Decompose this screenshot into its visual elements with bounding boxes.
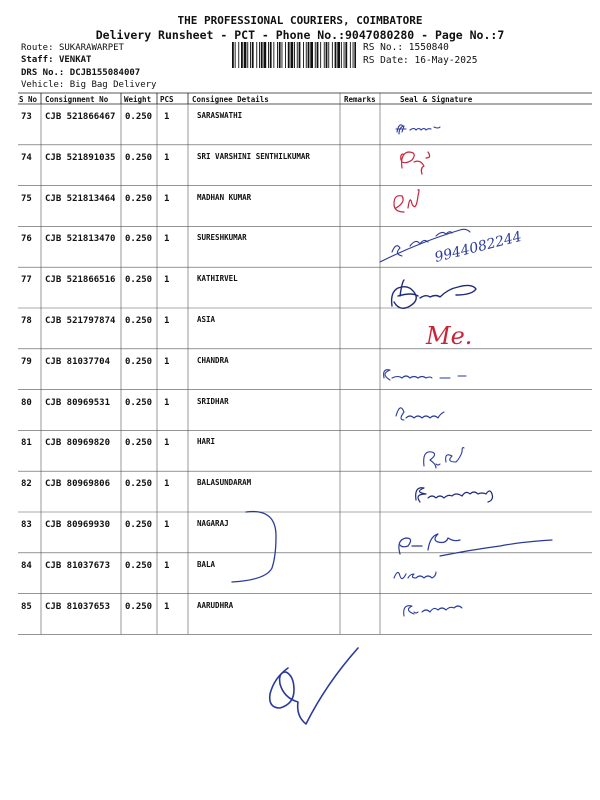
consignee-name: BALA [197, 559, 216, 569]
signature-row-82 [416, 488, 493, 502]
weight: 0.250 [125, 438, 153, 449]
pieces: 1 [164, 152, 170, 163]
staff-label: Staff: [21, 55, 54, 65]
weight: 0.250 [125, 479, 153, 490]
weight: 0.250 [125, 316, 153, 326]
pieces: 1 [164, 560, 170, 571]
serial-number: 82 [21, 479, 32, 490]
consignment-number: CJB 80969930 [45, 520, 111, 530]
consignment-number: CJB 521866467 [45, 112, 116, 122]
consignee-name: NAGARAJ [197, 519, 229, 528]
signature-row-85 [404, 606, 462, 616]
header-consignment: Consignment No [45, 95, 109, 104]
vehicle-value: Big Bag Delivery [69, 80, 157, 90]
weight: 0.250 [125, 560, 153, 571]
consignment-number: CJB 521866516 [45, 275, 116, 286]
document-title: THE PROFESSIONAL COURIERS, COIMBATORE [177, 14, 423, 27]
header-sno: S No [19, 95, 38, 104]
signature-row-73 [396, 125, 440, 134]
drs-value: DCJB155084007 [69, 68, 141, 78]
signature-row-84 [394, 572, 436, 579]
consignee-name: KATHIRVEL [197, 274, 238, 284]
consignment-number: CJB 80969531 [45, 397, 111, 408]
vehicle-label: Vehicle: [21, 80, 65, 90]
serial-number: 74 [21, 152, 32, 163]
serial-number: 79 [21, 356, 32, 367]
consignee-name: SARASWATHI [197, 111, 243, 120]
pieces: 1 [164, 520, 170, 530]
serial-number: 80 [21, 397, 32, 408]
signature-row-81 [424, 448, 464, 469]
pieces: 1 [164, 275, 170, 286]
weight: 0.250 [125, 234, 153, 245]
weight: 0.250 [125, 152, 153, 163]
consignment-number: CJB 80969806 [45, 479, 111, 490]
consignment-number: CJB 521813470 [45, 234, 116, 245]
header-consignee: Consignee Details [192, 95, 269, 104]
consignee-name: BALASUNDARAM [197, 478, 252, 488]
consignee-name: CHANDRA [197, 355, 229, 365]
rs-date-label: RS Date: [363, 55, 409, 66]
pieces: 1 [164, 234, 170, 245]
header-remarks: Remarks [344, 95, 376, 104]
consignment-number: CJB 81037704 [45, 356, 111, 367]
serial-number: 84 [21, 560, 32, 571]
pieces: 1 [164, 397, 170, 408]
signature-row-77 [392, 280, 476, 308]
pieces: 1 [164, 112, 170, 122]
row-76-phone-note: 9944082244 [433, 228, 524, 266]
document-subtitle: Delivery Runsheet - PCT - Phone No.:9047080280 - Page No.:7 [95, 28, 505, 42]
serial-number: 83 [21, 520, 32, 530]
signature-row-79 [384, 370, 466, 380]
rs-date-value: 16-May-2025 [414, 55, 478, 66]
consignee-name: MADHAN KUMAR [197, 192, 252, 202]
signature-row-75 [394, 190, 419, 212]
weight: 0.250 [125, 112, 153, 122]
consignment-number: CJB 521797874 [45, 316, 116, 326]
serial-number: 85 [21, 601, 32, 612]
pieces: 1 [164, 316, 170, 326]
signature-row-80 [396, 408, 444, 420]
weight: 0.250 [125, 193, 153, 204]
consignment-number: CJB 81037673 [45, 560, 111, 571]
consignment-number: CJB 81037653 [45, 601, 111, 612]
consignment-number: CJB 521813464 [45, 193, 116, 204]
consignee-name: SRI VARSHINI SENTHILKUMAR [197, 151, 310, 161]
signature-row-74 [401, 152, 430, 174]
rs-number-value: 1550840 [408, 42, 449, 53]
weight: 0.250 [125, 275, 153, 286]
serial-number: 73 [21, 112, 32, 122]
serial-number: 77 [21, 275, 32, 286]
header-weight: Weight [124, 95, 152, 104]
staff-value: VENKAT [58, 55, 92, 65]
consignment-number: CJB 521891035 [45, 152, 116, 163]
consignee-name: AARUDHRA [197, 600, 234, 610]
pieces: 1 [164, 193, 170, 204]
drs-label: DRS No.: [21, 68, 65, 78]
header-pcs: PCS [160, 95, 174, 104]
pieces: 1 [164, 438, 170, 449]
header-seal-signature: Seal & Signature [400, 95, 473, 104]
rs-number-label: RS No.: [363, 42, 404, 53]
route-label: Route: [21, 43, 54, 53]
serial-number: 78 [21, 316, 32, 326]
serial-number: 81 [21, 438, 32, 449]
weight: 0.250 [125, 356, 153, 367]
pieces: 1 [164, 356, 170, 367]
weight: 0.250 [125, 520, 153, 530]
bracket-mark [232, 512, 276, 583]
consignee-name: HARI [197, 437, 216, 447]
consignment-number: CJB 80969820 [45, 438, 111, 449]
serial-number: 75 [21, 193, 32, 204]
serial-number: 76 [21, 234, 32, 245]
consignee-name: ASIA [197, 315, 216, 324]
route-value: SUKARAWARPET [58, 43, 124, 53]
pieces: 1 [164, 601, 170, 612]
pieces: 1 [164, 479, 170, 490]
weight: 0.250 [125, 601, 153, 612]
weight: 0.250 [125, 397, 153, 408]
row-78-note: Me. [426, 322, 473, 350]
consignee-name: SURESHKUMAR [197, 233, 247, 243]
consignee-name: SRIDHAR [197, 396, 229, 406]
final-signature [270, 648, 358, 724]
signature-row-83 [399, 534, 552, 556]
